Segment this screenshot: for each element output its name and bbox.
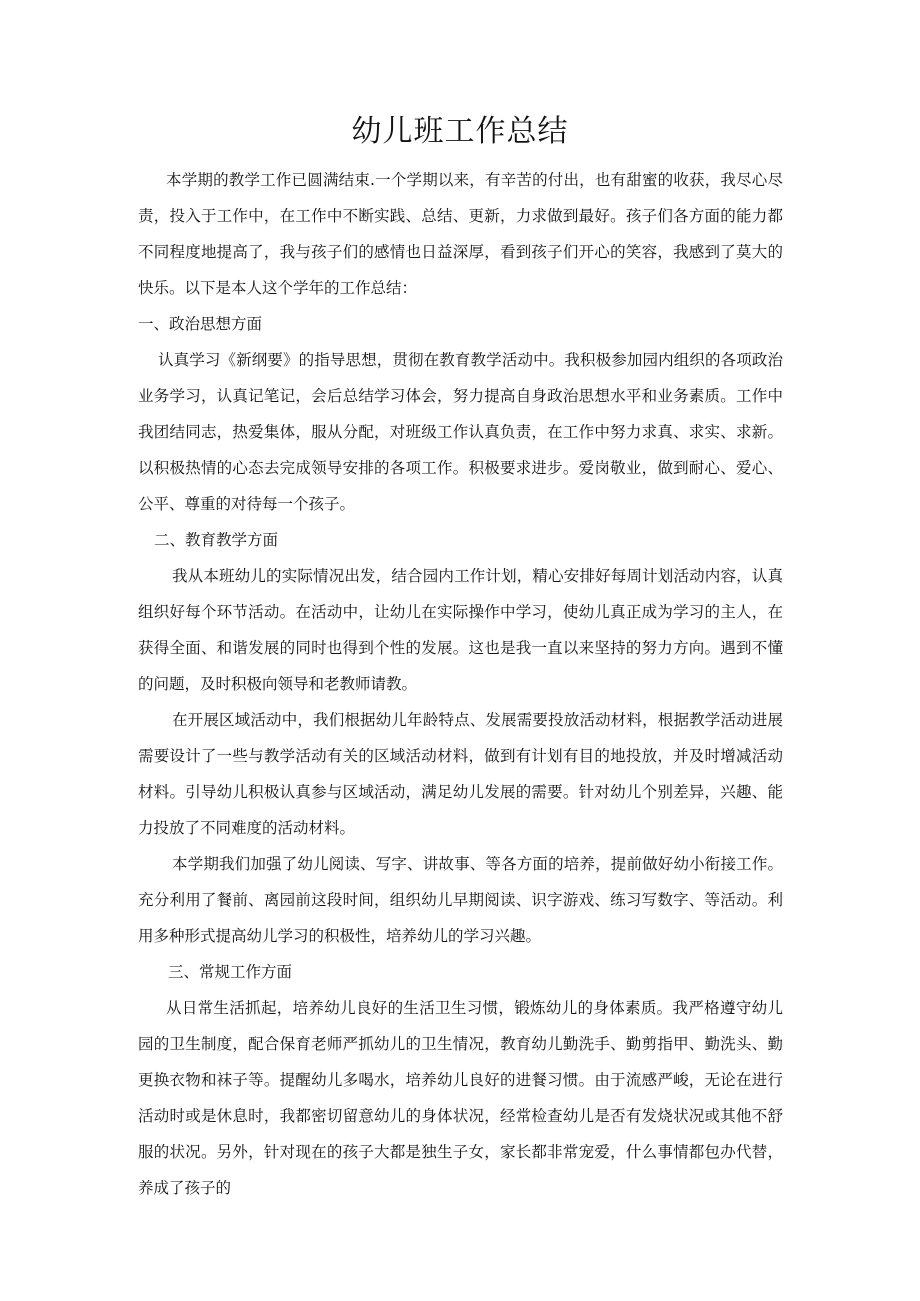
intro-paragraph: 本学期的教学工作已圆满结束.一个学期以来，有辛苦的付出，也有甜蜜的收获，我尽心尽责，投入于工作中，在工作中不断实践、总结、更新，力求做到最好。孩子们各方面的能力都不同程度地提高了，我与孩子们的感情也日益深厚，看到孩子们开心的笑容，我感到了莫大的快乐。以下是本人这个学年的工作总结：	[138, 171, 783, 297]
section-heading-politics: 一、政治思想方面	[138, 315, 263, 333]
paragraph-teaching-3: 本学期我们加强了幼儿阅读、写字、讲故事、等各方面的培养，提前做好幼小衔接工作。充分利用了餐前、离园前这段时间，组织幼儿早期阅读、识字游戏、练习写数字、等活动。利用多种形式提高幼儿学习的积极性，培养幼儿的学习兴趣。	[138, 855, 783, 945]
paragraph-teaching-1: 我从本班幼儿的实际情况出发，结合园内工作计划，精心安排好每周计划活动内容，认真组织好每个环节活动。在活动中，让幼儿在实际操作中学习，使幼儿真正成为学习的主人，在获得全面、和谐发展的同时也得到个性的发展。这也是我一直以来坚持的努力方向。遇到不懂的问题，及时积极向领导和老教师请教。	[138, 567, 783, 693]
section-heading-routine: 三、常规工作方面	[168, 963, 293, 981]
section-heading-teaching: 二、教育教学方面	[154, 531, 279, 549]
paragraph-politics: 认真学习《新纲要》的指导思想，贯彻在教育教学活动中。我积极参加园内组织的各项政治业务学习，认真记笔记，会后总结学习体会，努力提高自身政治思想水平和业务素质。工作中我团结同志，热爱集体，服从分配，对班级工作认真负责，在工作中努力求真、求实、求新。以积极热情的心态去完成领导安排的各项工作。积极要求进步。爱岗敬业，做到耐心、爱心、公平、尊重的对待每一个孩子。	[138, 351, 783, 513]
paragraph-routine: 从日常生活抓起，培养幼儿良好的生活卫生习惯，锻炼幼儿的身体素质。我严格遵守幼儿园的卫生制度，配合保育老师严抓幼儿的卫生情况，教育幼儿勤洗手、勤剪指甲、勤洗头、勤更换衣物和袜子等。提醒幼儿多喝水，培养幼儿良好的进餐习惯。由于流感严峻，无论在进行活动时或是休息时，我都密切留意幼儿的身体状况，经常检查幼儿是否有发烧状况或其他不舒服的状况。另外，针对现在的孩子大都是独生子女，家长都非常宠爱，什么事情都包办代替，养成了孩子的	[138, 999, 783, 1197]
document-title: 幼儿班工作总结	[351, 114, 569, 149]
paragraph-teaching-2: 在开展区域活动中，我们根据幼儿年龄特点、发展需要投放活动材料，根据教学活动进展需要设计了一些与教学活动有关的区域活动材料，做到有计划有目的地投放，并及时增减活动材料。引导幼儿积极认真参与区域活动，满足幼儿发展的需要。针对幼儿个别差异，兴趣、能力投放了不同难度的活动材料。	[138, 711, 783, 837]
document-body	[138, 162, 783, 1206]
